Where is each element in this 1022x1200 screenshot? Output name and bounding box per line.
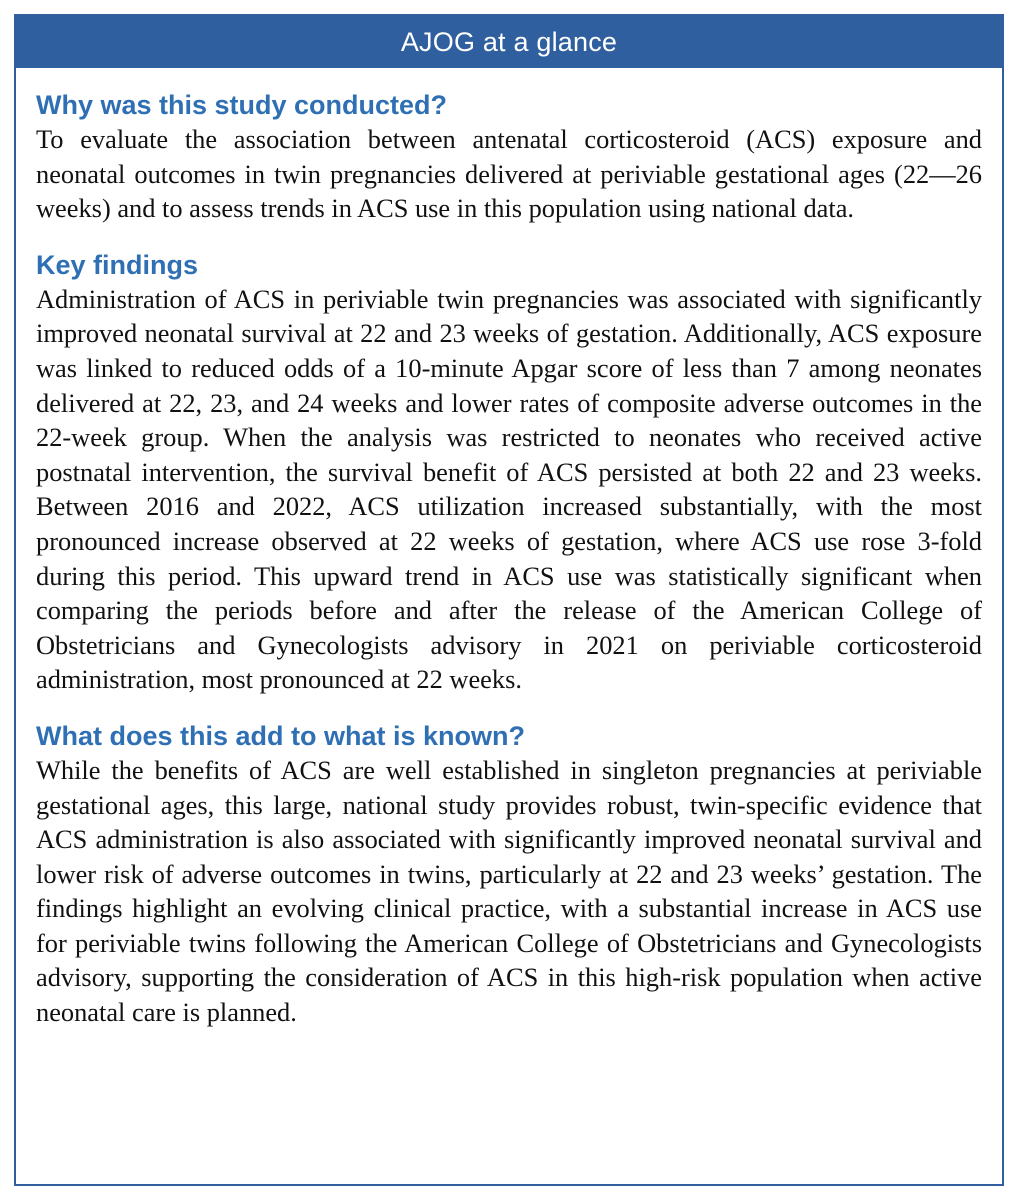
section-key-findings bbox=[36, 248, 982, 697]
section-body-key-findings: Administration of ACS in periviable twin pregnancies was associated with significantly improved neonatal survival at 22 and 23 weeks of gestation. Additionally, ACS exposure was linked to reduced odds of a 10-minute Apgar score of less than 7 among neonates delivered at 22, 23, and 24 weeks and lower rates of composite adverse outcomes in the 22-week group. When the analysis was restricted to neonates who received active postnatal intervention, the survival benefit of ACS persisted at both 22 and 23 weeks. Between 2016 and 2022, ACS utilization increased substantially, with the most pronounced increase observed at 22 weeks of gestation, where ACS use rose 3-fold during this period. This upward trend in ACS use was statistically significant when comparing the periods before and after the release of the American College of Obstetricians and Gynecologists advisory in 2021 on periviable corticosteroid administration, most pronounced at 22 weeks. bbox=[36, 283, 982, 695]
box-content bbox=[16, 88, 1002, 1030]
section-why bbox=[36, 88, 982, 226]
box-title: AJOG at a glance bbox=[16, 16, 1002, 68]
section-heading-what-adds: What does this add to what is known? bbox=[36, 720, 526, 751]
section-what-adds bbox=[36, 719, 982, 1030]
section-heading-key-findings: Key findings bbox=[36, 249, 199, 280]
section-body-why: To evaluate the association between antenatal corticosteroid (ACS) exposure and neonatal outcomes in twin pregnancies delivered at periviable gestational ages (22—26 weeks) and to assess trends in ACS use in this population using national data. bbox=[36, 124, 982, 224]
glance-box bbox=[14, 14, 1004, 1186]
section-body-what-adds: While the benefits of ACS are well established in singleton pregnancies at periviable gestational ages, this large, national study provides robust, twin-specific evidence that ACS administration is also associated with significantly improved neonatal survival and lower risk of adverse outcomes in twins, particularly at 22 and 23 weeks’ gestation. The findings highlight an evolving clinical practice, with a substantial increase in ACS use for periviable twins following the American College of Obstetricians and Gynecologists advisory, supporting the consideration of ACS in this high-risk population when active neonatal care is planned. bbox=[36, 754, 982, 1028]
section-heading-why: Why was this study conducted? bbox=[36, 90, 448, 120]
